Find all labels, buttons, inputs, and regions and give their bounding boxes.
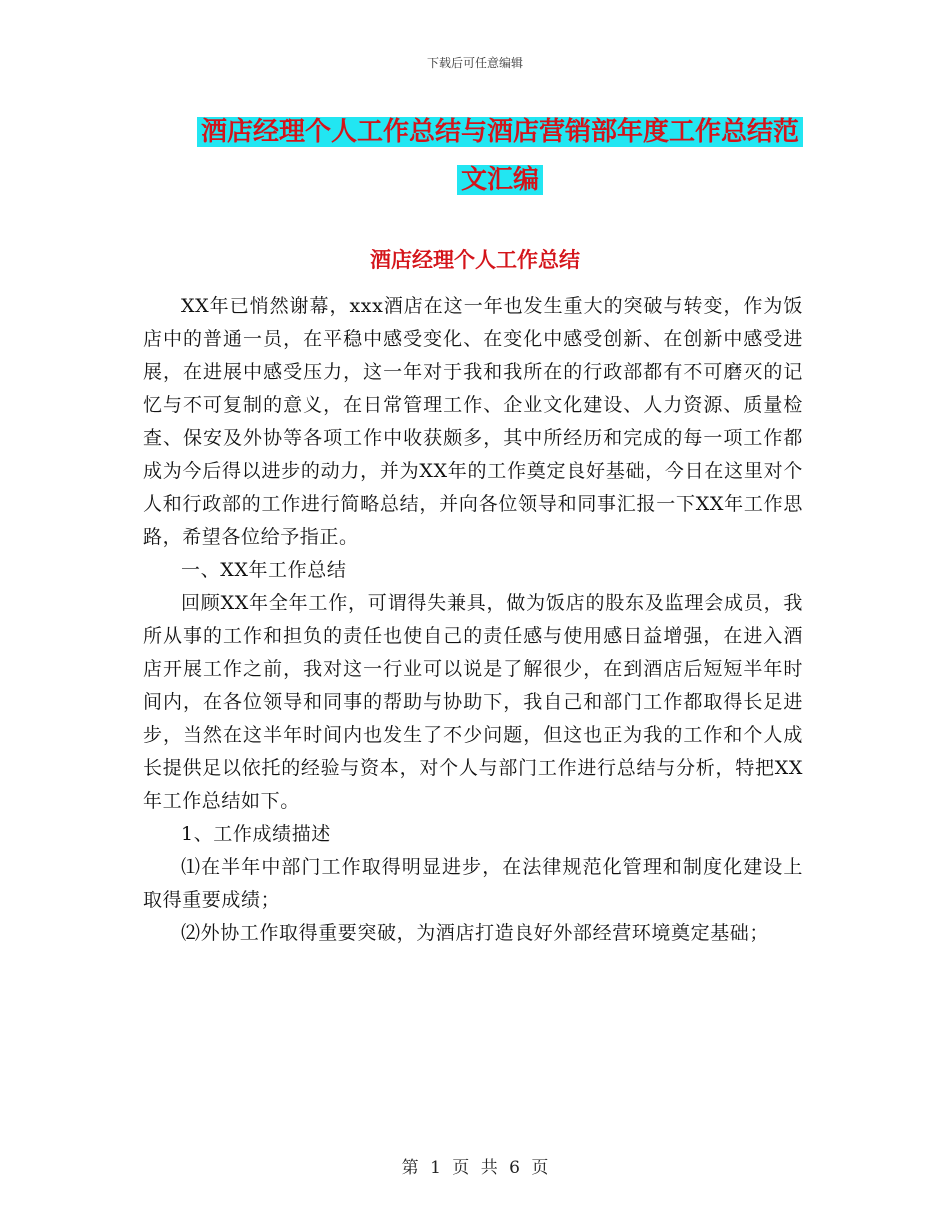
document-title-line-2: 文汇编 xyxy=(457,165,543,195)
document-title-line-1: 酒店经理个人工作总结与酒店营销部年度工作总结范 xyxy=(197,117,803,147)
document-body xyxy=(143,290,803,950)
list-item-1: ⑴在半年中部门工作取得明显进步，在法律规范化管理和制度化建设上取得重要成绩； xyxy=(143,856,803,911)
list-item-2: ⑵外协工作取得重要突破，为酒店打造良好外部经营环境奠定基础； xyxy=(181,922,770,944)
paragraph-intro: XX年已悄然谢幕，xxx酒店在这一年也发生重大的突破与转变，作为饭店中的普通一员，在平稳中感受变化、在变化中感受创新、在创新中感受进展，在进展中感受压力，这一年对于我和我所在的行政部都有不可磨灭的记忆与不可复制的意义，在日常管理工作、企业文化建设、人力资源、质量检查、保安及外协等各项工作中收获颇多，其中所经历和完成的每一项工作都成为今后得以进步的动力，并为XX年的工作奠定良好基础，今日在这里对个人和行政部的工作进行简略总结，并向各位领导和同事汇报一下XX年工作思路，希望各位给予指正。 xyxy=(143,295,803,548)
document-title xyxy=(180,108,820,204)
section-title: 酒店经理个人工作总结 xyxy=(370,248,580,272)
paragraph-review: 回顾XX年全年工作，可谓得失兼具，做为饭店的股东及监理会成员，我所从事的工作和担负的责任也使自己的责任感与使用感日益增强，在进入酒店开展工作之前，我对这一行业可以说是了解很少，在到酒店后短短半年时间内，在各位领导和同事的帮助与协助下，我自己和部门工作都取得长足进步，当然在这半年时间内也发生了不少问题，但这也正为我的工作和个人成长提供足以依托的经验与资本，对个人与部门工作进行总结与分析，特把XX年工作总结如下。 xyxy=(143,592,803,812)
heading-section-1: 一、XX年工作总结 xyxy=(181,559,347,581)
heading-achievements: 1、工作成绩描述 xyxy=(181,823,331,845)
header-note: 下载后可任意编辑 xyxy=(426,56,523,70)
page-number: 第 1 页 共 6 页 xyxy=(401,1158,549,1178)
